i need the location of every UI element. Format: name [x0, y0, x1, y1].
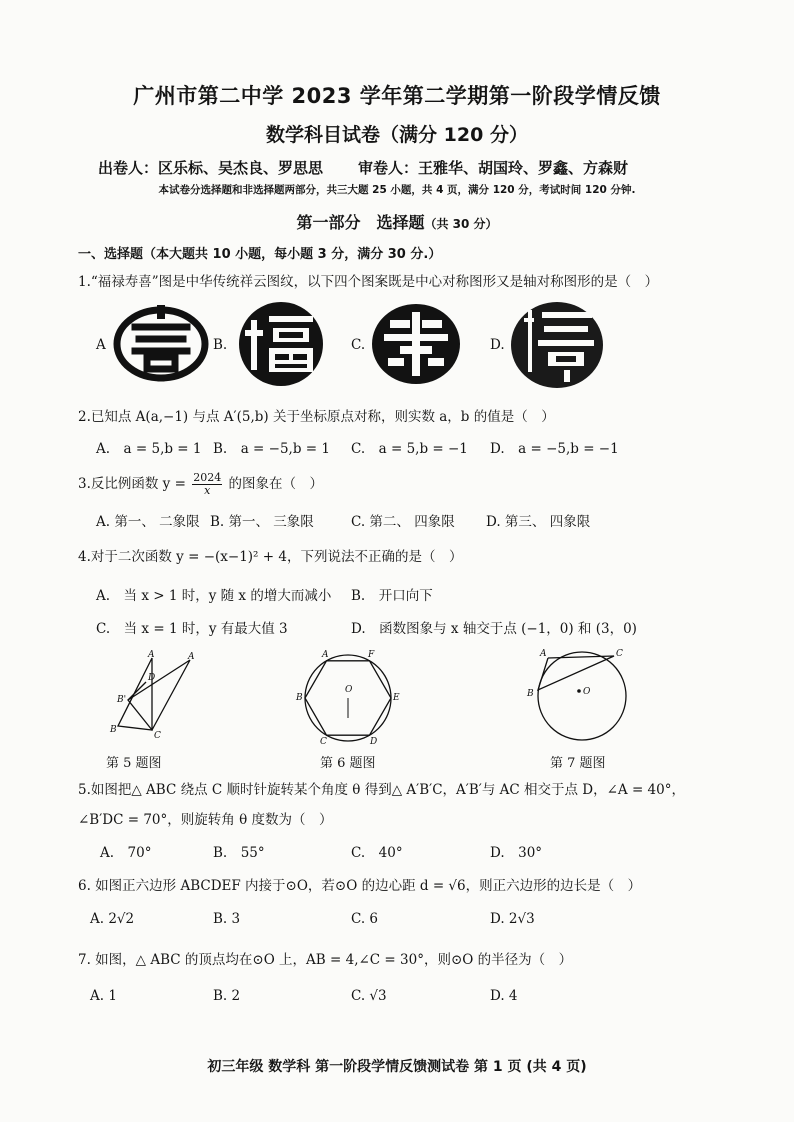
fig6-label-a: A — [322, 650, 329, 660]
q6-option-a: A. 2√2 — [90, 911, 135, 927]
page-footer: 初三年级 数学科 第一阶段学情反馈测试卷 第 1 页 (共 4 页) — [207, 1059, 587, 1075]
question-1-stem: 1.“福禄寿喜”图是中华传统祥云图纹，以下四个图案既是中心对称图形又是轴对称图形的是（ ） — [78, 274, 659, 290]
q3-option-d: D. 第三、 四象限 — [486, 514, 591, 530]
pattern-c-image — [370, 302, 462, 386]
q6-option-b: B. 3 — [213, 911, 241, 927]
question-2-stem: 2.已知点 A(a,−1) 与点 A′(5,b) 关于坐标原点对称，则实数 a，b 的值是（ ） — [78, 409, 555, 425]
pattern-a-image — [113, 305, 209, 383]
section-heading: 一、选择题（本大题共 10 小题，每小题 3 分，满分 30 分.） — [78, 247, 442, 262]
q2-option-d: D. a = −5,b = −1 — [490, 441, 619, 457]
part-title-text: 第一部分 选择题 — [296, 213, 425, 232]
exam-note: 本试卷分选择题和非选择题两部分，共三大题 25 小题，共 4 页，满分 120 分，考试时间 120 分钟. — [158, 184, 636, 196]
fig7-label-c: C — [616, 649, 623, 659]
exam-title: 广州市第二中学 2023 学年第二学期第一阶段学情反馈 — [133, 84, 661, 108]
q3-option-c: C. 第二、 四象限 — [351, 514, 455, 530]
q6-option-c: C. 6 — [351, 911, 379, 927]
q5-option-d: D. 30° — [490, 845, 543, 861]
q5-option-a: A. 70° — [100, 845, 152, 861]
part-title — [0, 210, 794, 233]
question-5-line-1: 5.如图把△ ABC 绕点 C 顺时针旋转某个角度 θ 得到△ A′B′C，A′B′与 AC 相交于点 D，∠A = 40°， — [78, 782, 685, 798]
figure-5 — [108, 648, 208, 740]
fig6-label-o: O — [345, 685, 353, 695]
q3-stem-post: 的图象在（ ） — [228, 476, 323, 492]
q7-option-c: C. √3 — [351, 988, 387, 1004]
fig6-label-c: C — [320, 737, 327, 746]
figure-7 — [520, 644, 640, 746]
q5-option-c: C. 40° — [351, 845, 403, 861]
fig6-label-e: E — [393, 693, 400, 703]
question-7-stem: 7. 如图，△ ABC 的顶点均在⊙O 上，AB = 4,∠C = 30°，则⊙O 的半径为（ ） — [78, 952, 573, 968]
q4-option-c: C. 当 x = 1 时，y 有最大值 3 — [96, 621, 288, 637]
q3-denominator: x — [204, 484, 211, 497]
figure-6-caption: 第 6 题图 — [320, 756, 376, 771]
question-5-line-2: ∠B′DC = 70°，则旋转角 θ 度数为（ ） — [78, 812, 333, 828]
q1-label-d: D. — [490, 337, 505, 353]
fig5-label-b-prime: B' — [117, 695, 127, 705]
q7-option-a: A. 1 — [90, 988, 117, 1004]
fig6-label-d: D — [370, 737, 378, 746]
q4-option-a: A. 当 x > 1 时，y 随 x 的增大而减小 — [96, 588, 332, 604]
q4-option-d: D. 函数图象与 x 轴交于点 (−1，0) 和 (3，0) — [351, 621, 637, 637]
question-4-stem: 4.对于二次函数 y = −(x−1)² + 4，下列说法不正确的是（ ） — [78, 549, 463, 565]
question-3-stem — [78, 472, 323, 497]
q7-option-b: B. 2 — [213, 988, 241, 1004]
fig7-label-b: B — [527, 689, 534, 699]
q2-option-a: A. a = 5,b = 1 — [96, 441, 202, 457]
fig5-label-c: C — [154, 731, 161, 740]
q7-option-d: D. 4 — [490, 988, 518, 1004]
exam-subtitle: 数学科目试卷（满分 120 分） — [266, 124, 528, 146]
figure-6 — [292, 646, 404, 746]
fig7-label-o: O — [583, 687, 591, 697]
figure-5-caption: 第 5 题图 — [106, 756, 162, 771]
q1-label-c: C. — [351, 337, 366, 353]
q2-option-b: B. a = −5,b = 1 — [213, 441, 330, 457]
fig6-label-b: B — [296, 693, 303, 703]
q4-option-b: B. 开口向下 — [351, 588, 433, 604]
fig5-label-d: D — [148, 673, 156, 683]
q6-option-d: D. 2√3 — [490, 911, 535, 927]
fig5-label-a-prime: A — [188, 652, 195, 662]
q1-label-a: A — [96, 337, 106, 353]
fig6-label-f: F — [368, 650, 375, 660]
q5-option-b: B. 55° — [213, 845, 265, 861]
q3-option-b: B. 第一、 三象限 — [210, 514, 314, 530]
q3-numerator: 2024 — [193, 471, 222, 484]
q2-option-c: C. a = 5,b = −1 — [351, 441, 468, 457]
figure-7-caption: 第 7 题图 — [550, 756, 606, 771]
q3-fraction — [192, 472, 222, 497]
authors: 出卷人：区乐标、吴杰良、罗思思 — [98, 159, 324, 177]
fig5-label-a: A — [148, 650, 155, 660]
reviewers: 审卷人：王雅华、胡国玲、罗鑫、方森财 — [358, 159, 629, 177]
pattern-b-image — [233, 300, 329, 388]
fig5-label-b: B — [110, 725, 117, 735]
q1-label-b: B. — [213, 337, 228, 353]
fig7-label-a: A — [540, 649, 547, 659]
pattern-d-image — [508, 300, 606, 390]
q3-option-a: A. 第一、 二象限 — [96, 514, 200, 530]
part-score: （共 30 分） — [424, 217, 498, 231]
question-6-stem: 6. 如图正六边形 ABCDEF 内接于⊙O，若⊙O 的边心距 d = √6，则正六边形的边长是（ ） — [78, 878, 642, 894]
q3-stem-pre: 3.反比例函数 y = — [78, 476, 186, 492]
